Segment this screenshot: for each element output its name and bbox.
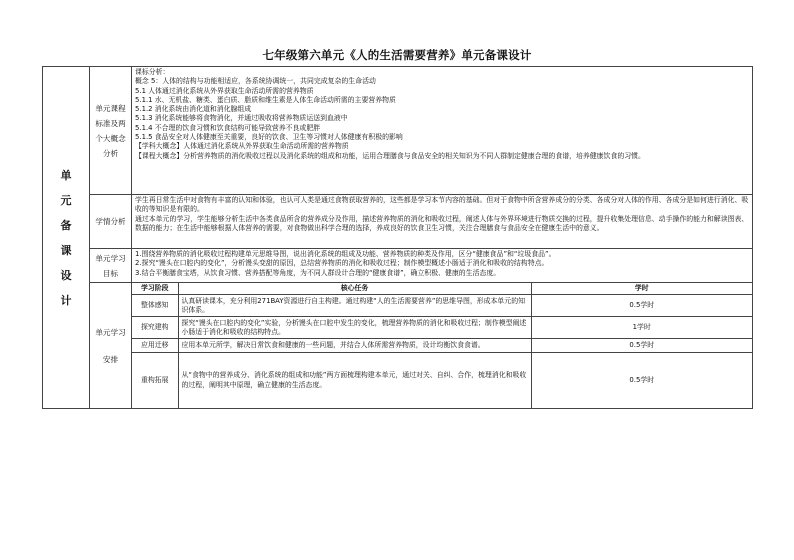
analysis-content — [132, 195, 753, 249]
side-char: 元 — [60, 193, 72, 207]
arrangement-label — [90, 283, 132, 409]
label-line: 学情分析 — [95, 217, 126, 226]
table-row — [132, 295, 752, 317]
standards-line: 【课程大概念】分析营养物质的消化吸收过程以及消化系统的组成和功能，运用合理膳食与食品安全的相关知识为不同人群制定健康合理的食谱，培养健康饮食的习惯。 — [135, 151, 645, 160]
goals-content — [132, 249, 753, 283]
task-cell: 从“食物中的营养成分、消化系统的组成和功能”两方面梳理构建本单元，通过对关、自纠、合作，梳理消化和吸收的过程，阐明其中原理，确立健康的生活态度。 — [178, 353, 531, 408]
stage-cell: 重构拓展 — [132, 353, 178, 408]
standards-line: 【学科大概念】人体通过消化系统从外界获取生命活动所需的营养物质 — [135, 142, 349, 151]
standards-line: 5.1.5 食品安全对人体健康至关重要，良好的饮食、卫生等习惯对人体健康有积极的影响 — [135, 133, 403, 142]
arrangement-header-row — [132, 283, 752, 295]
side-char: 单 — [60, 168, 72, 182]
label-line: 个大概念 — [95, 133, 126, 143]
goal-item: 3.结合平衡膳食宝塔，从饮食习惯、营养搭配等角度，为不同人群设计合理的“健康食谱”，确立积极、健康的生活态度。 — [135, 268, 501, 277]
side-char: 设 — [60, 268, 72, 282]
task-cell: 探究“馒头在口腔内的变化”实验，分析馒头在口腔中发生的变化，梳理营养物质的消化和吸收过程；制作模型阐述小肠适于消化和吸收的结构特点。 — [178, 317, 531, 339]
label-line: 目标 — [102, 268, 119, 278]
column-header: 学习阶段 — [132, 283, 178, 295]
document-title: 七年级第六单元《人的生活需要营养》单元备课设计 — [262, 48, 532, 62]
analysis-paragraph: 学生再日常生活中对食物有丰富的认知和体验，也认可人类是通过食物获取营养的，这些都是学习本节内容的基础。但对于食物中所含营养成分的分类、各成分对人体的作用、各成分是如何进行消化、吸收的等知识是有限的。 — [135, 196, 749, 214]
column-header: 学时 — [531, 283, 752, 295]
task-cell: 应用本单元所学，解决日常饮食和健康的一些问题，并结合人体所需营养物质，设计均衡饮食食谱。 — [178, 339, 531, 353]
stage-cell: 探究建构 — [132, 317, 178, 339]
hours-cell: 0.5学时 — [531, 295, 752, 317]
goal-item: 2.探究“馒头在口腔内的变化”，分析馒头变甜的原因，总结营养物质的消化和吸收过程；制作模型概述小肠适于消化和吸收的结构特点。 — [135, 259, 549, 268]
stage-cell: 整体感知 — [132, 295, 178, 317]
analysis-label — [90, 195, 132, 249]
standards-line: 5.1.2 消化系统由消化道和消化腺组成 — [135, 105, 252, 114]
side-title-cell — [43, 67, 90, 409]
table-row — [132, 339, 752, 353]
arrangement-content — [132, 283, 753, 409]
hours-cell: 0.5学时 — [531, 353, 752, 408]
column-header: 核心任务 — [178, 283, 531, 295]
standards-line: 5.1.3 消化系统能够将食物消化，并通过吸收将营养物质运送到血液中 — [135, 114, 348, 123]
table-row — [132, 353, 752, 408]
standards-line: 5.1 人体通过消化系统从外界获取生命活动所需的营养物质 — [135, 86, 314, 95]
stage-cell: 应用迁移 — [132, 339, 178, 353]
side-char: 课 — [60, 243, 72, 257]
standards-line: 课标分析： — [135, 68, 170, 76]
label-line: 标准及两 — [95, 118, 126, 128]
standards-line: 概念 5：人体的结构与功能相适应，各系统协调统一，共同完成复杂的生命活动 — [135, 77, 376, 86]
side-char: 计 — [60, 293, 72, 307]
side-title — [43, 163, 89, 313]
goals-label — [90, 249, 132, 283]
standards-line: 5.1.4 不合理的饮食习惯和饮食结构可能导致营养不良或肥胖 — [135, 123, 321, 132]
hours-cell: 1学时 — [531, 317, 752, 339]
goal-item: 1.围绕营养物质的消化吸收过程构建单元思维导图，说出消化系统的组成及功能、营养物质的种类及作用，区分“健康食品”和“垃圾食品”。 — [135, 250, 556, 258]
side-char: 备 — [60, 218, 72, 232]
label-line: 单元学习 — [95, 253, 126, 263]
hours-cell: 0.5学时 — [531, 339, 752, 353]
analysis-paragraph: 通过本单元的学习，学生能够分析生活中各类食品所含的营养成分及作用，描述营养物质的消化和吸收过程，阐述人体与外界环境进行物质交换的过程，提升收集处理信息、动手操作的能力和解读图表、数据的能力；在生活中能够根据人体营养的需要，对食物做出科学合理的选择，养成良好的饮食卫生习惯，关注合理膳食与食品安全在健康生活中的意义。 — [135, 214, 749, 232]
label-line: 单元课程 — [95, 103, 126, 113]
task-cell: 认真研读课本，充分利用271BAY资源进行自主构建。通过构建“人的生活需要营养”的思维导图，形成本单元的知识体系。 — [178, 295, 531, 317]
table-row — [132, 317, 752, 339]
arrangement-table — [132, 283, 752, 408]
label-line: 安排 — [102, 354, 119, 364]
standards-label — [90, 67, 132, 195]
standards-line: 5.1.1 水、无机盐、糖类、蛋白质、脂质和维生素是人体生命活动所需的主要营养物质 — [135, 95, 396, 104]
unit-plan-table — [42, 66, 753, 409]
standards-content — [132, 67, 753, 195]
label-line: 分析 — [102, 148, 119, 158]
label-line: 单元学习 — [95, 327, 126, 337]
